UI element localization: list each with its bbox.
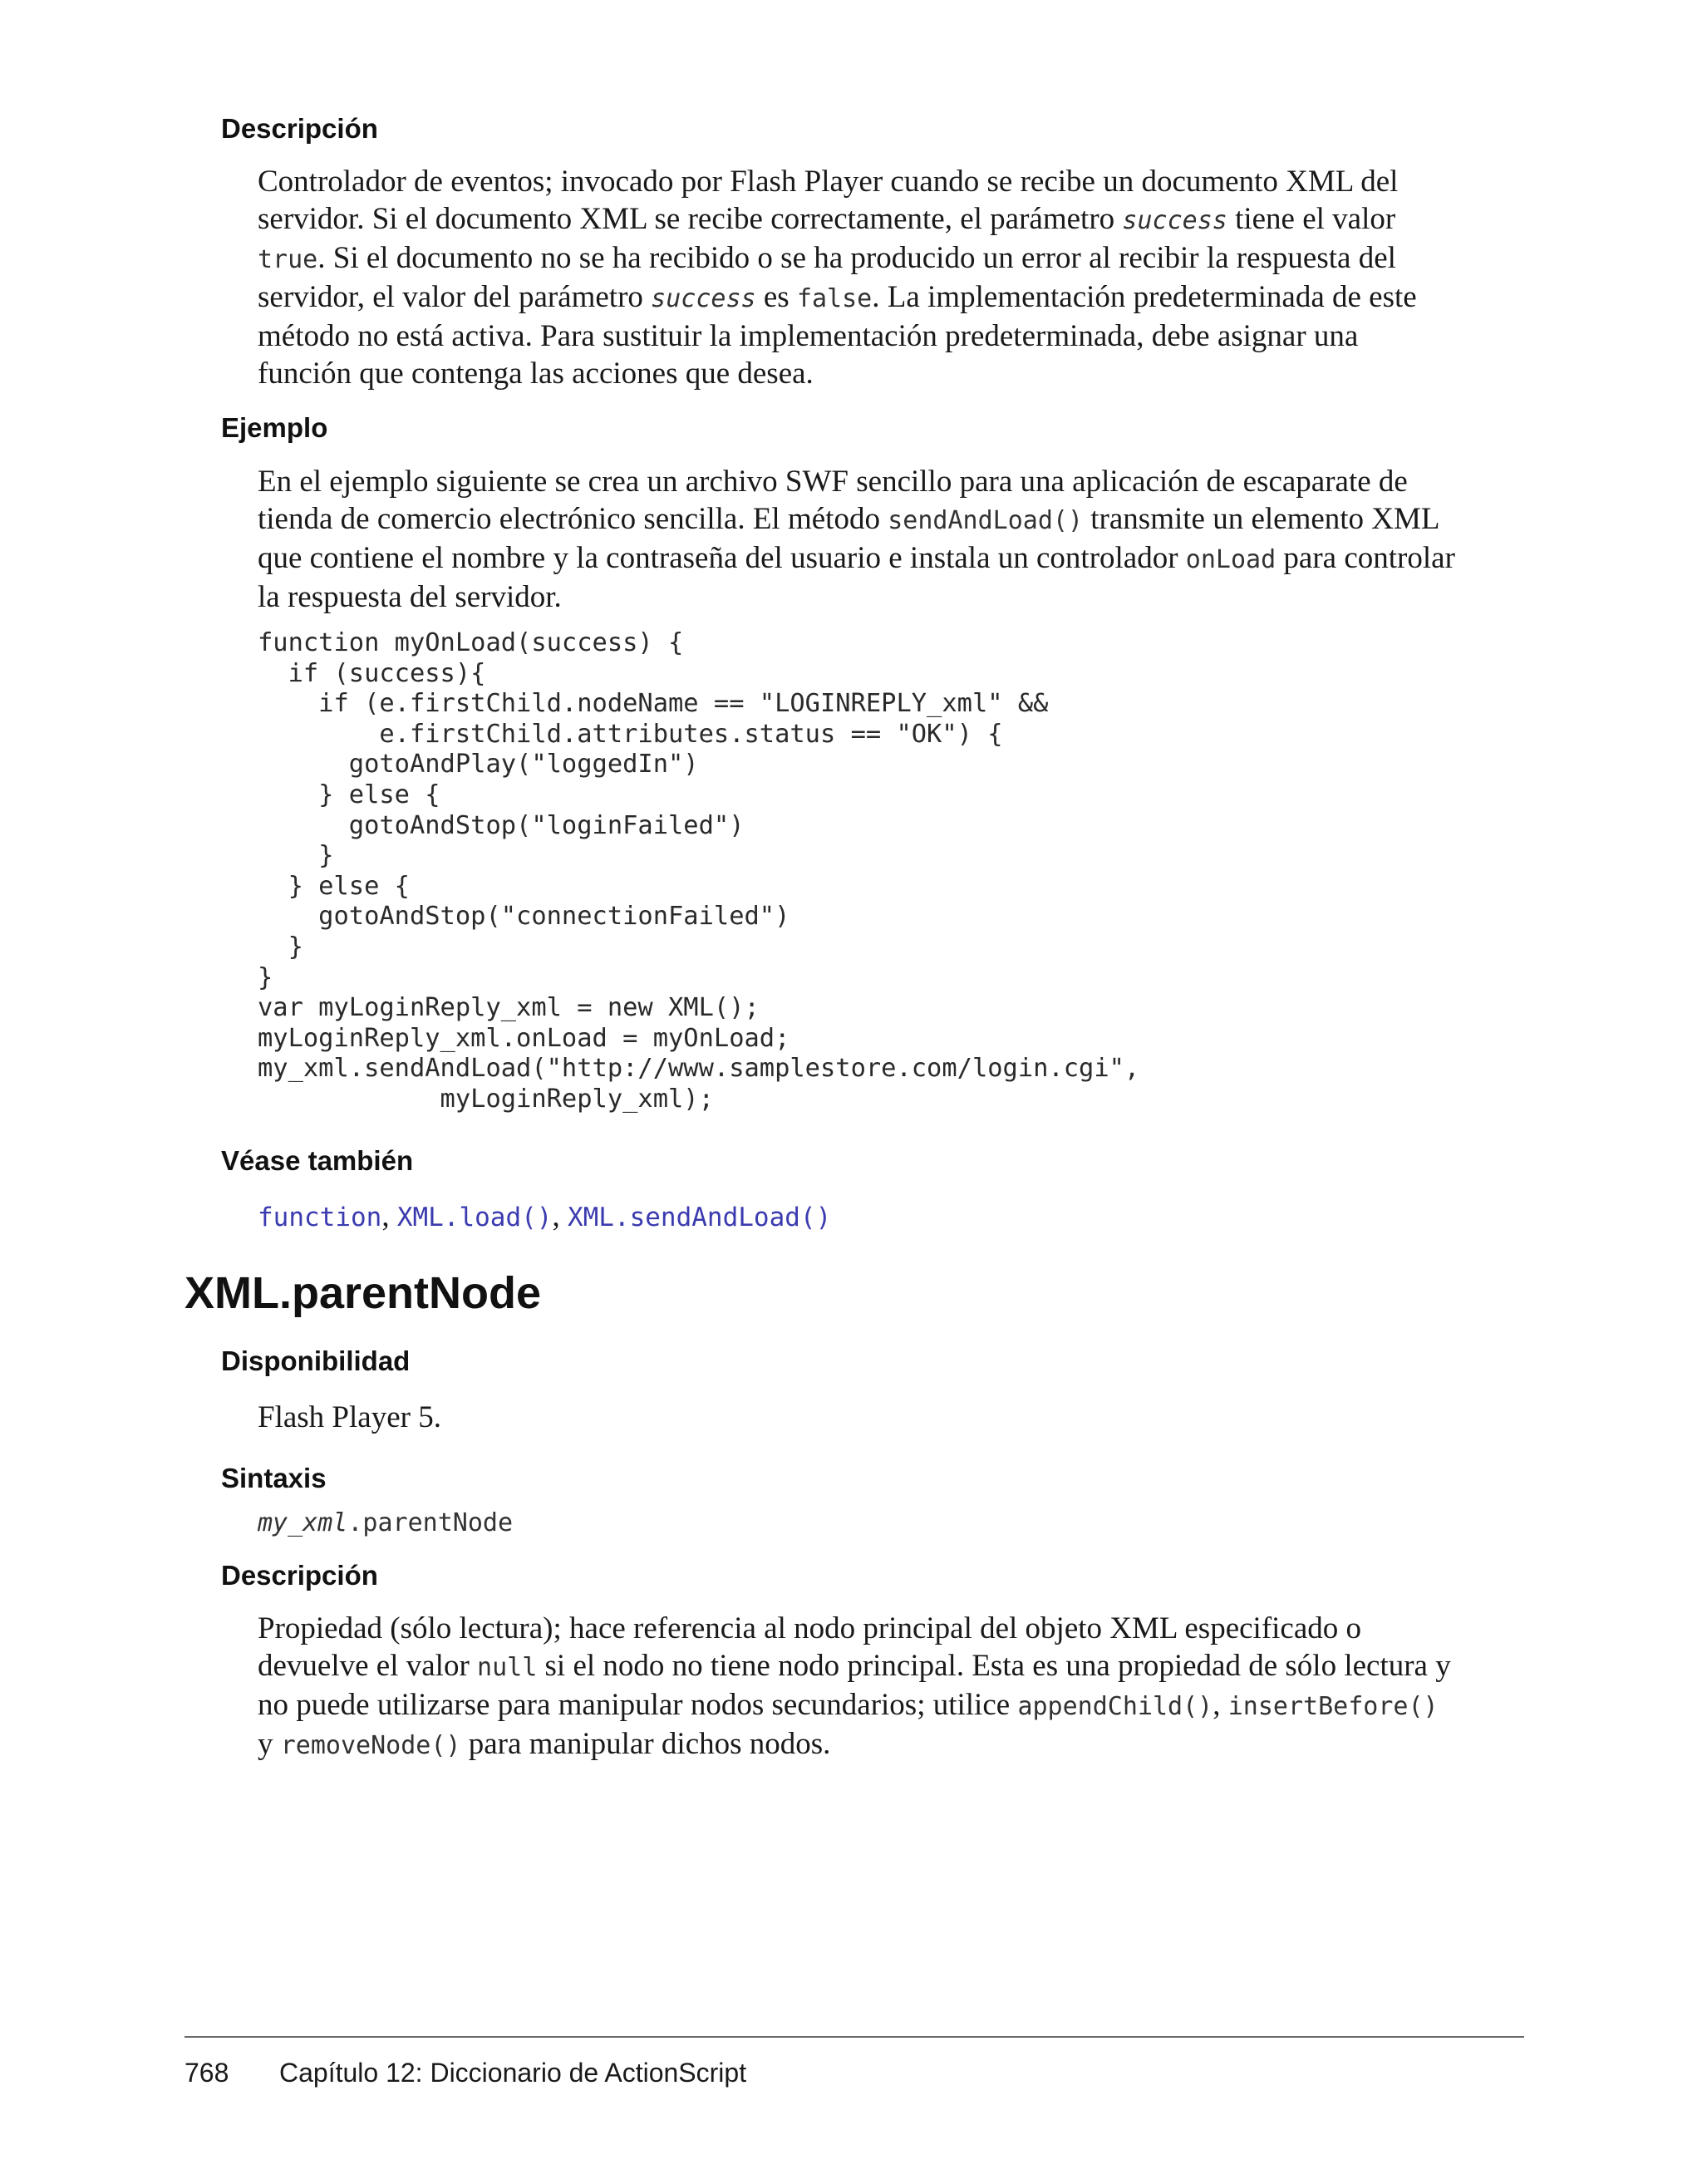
syntax-object: my_xml: [258, 1508, 348, 1537]
inline-code: appendChild(): [1017, 1692, 1213, 1721]
inline-code: removeNode(): [280, 1731, 461, 1760]
text-line: servidor, el valor del parámetro success es false. La implementación predeterminada de este: [258, 280, 1417, 314]
text-line: true. Si el documento no se ha recibido o se ha producido un error al recibir la respuesta del: [258, 241, 1396, 275]
inline-code: false: [796, 284, 873, 313]
code-line: } else {: [258, 871, 410, 901]
heading-see-also: Véase también: [221, 1145, 414, 1176]
heading-syntax: Sintaxis: [221, 1463, 327, 1493]
code-line: function myOnLoad(success) {: [258, 628, 684, 657]
footer-divider: [184, 2036, 1524, 2038]
inline-code: success: [1122, 206, 1227, 235]
code-line: }: [258, 841, 334, 871]
syntax-line: [258, 1503, 1521, 1542]
text-line: Propiedad (sólo lectura); hace referencia al nodo principal del objeto XML especificado o: [258, 1611, 1362, 1645]
code-line: e.firstChild.attributes.status == "OK") {: [258, 719, 1003, 749]
code-line: myLoginReply_xml);: [258, 1084, 714, 1114]
text-line: tienda de comercio electrónico sencilla. El método sendAndLoad() transmite un elemento XML: [258, 502, 1440, 536]
example-paragraph: [258, 463, 1521, 616]
code-line: if (success){: [258, 658, 486, 688]
code-line: my_xml.sendAndLoad("http://www.samplestore.com/login.cgi",: [258, 1054, 1140, 1084]
inline-code: true: [258, 245, 318, 274]
inline-code: success: [651, 284, 756, 313]
code-line: } else {: [258, 780, 440, 809]
text-line: devuelve el valor null si el nodo no tiene nodo principal. Esta es una propiedad de sólo lectura y: [258, 1649, 1451, 1683]
text-line: servidor. Si el documento XML se recibe correctamente, el parámetro success tiene el valor: [258, 202, 1396, 236]
link-xml-load[interactable]: XML.load(): [396, 1203, 553, 1232]
inline-code: sendAndLoad(): [888, 506, 1084, 535]
code-block: [258, 628, 1139, 1115]
availability-text: Flash Player 5.: [258, 1400, 441, 1434]
text-line: la respuesta del servidor.: [258, 580, 562, 614]
link-xml-sendandload[interactable]: XML.sendAndLoad(): [567, 1203, 832, 1232]
inline-code: onLoad: [1185, 545, 1276, 574]
chapter-title: Capítulo 12: Diccionario de ActionScript: [279, 2058, 747, 2088]
heading-description-2: Descripción: [221, 1560, 378, 1591]
code-line: gotoAndStop("connectionFailed"): [258, 902, 790, 932]
text-line: método no está activa. Para sustituir la implementación predeterminada, debe asignar una: [258, 319, 1359, 353]
text-line: y removeNode() para manipular dichos nodos.: [258, 1727, 831, 1761]
code-line: gotoAndPlay("loggedIn"): [258, 750, 699, 780]
text-line: En el ejemplo siguiente se crea un archivo SWF sencillo para una aplicación de escaparate de: [258, 465, 1408, 499]
description-paragraph: [258, 163, 1521, 392]
heading-availability: Disponibilidad: [221, 1345, 411, 1376]
section-title: XML.parentNode: [184, 1268, 542, 1318]
inline-code: insertBefore(): [1227, 1692, 1439, 1721]
link-function[interactable]: function: [258, 1203, 382, 1232]
code-line: myLoginReply_xml.onLoad = myOnLoad;: [258, 1023, 790, 1053]
see-also-links: function, XML.load(), XML.sendAndLoad(): [258, 1199, 832, 1233]
syntax-property: .parentNode: [347, 1508, 514, 1537]
code-line: gotoAndStop("loginFailed"): [258, 810, 745, 840]
page-number: 768: [184, 2058, 229, 2088]
text-line: Controlador de eventos; invocado por Flash Player cuando se recibe un documento XML del: [258, 165, 1399, 199]
code-line: }: [258, 962, 273, 992]
code-line: }: [258, 932, 303, 962]
code-line: var myLoginReply_xml = new XML();: [258, 993, 760, 1023]
text-line: no puede utilizarse para manipular nodos secundarios; utilice appendChild(), insertBefore(): [258, 1688, 1439, 1722]
heading-example: Ejemplo: [221, 412, 328, 443]
inline-code: null: [477, 1653, 538, 1682]
text-line: función que contenga las acciones que desea.: [258, 357, 814, 391]
text-line: que contiene el nombre y la contraseña del usuario e instala un controlador onLoad para controlar: [258, 541, 1455, 575]
code-line: if (e.firstChild.nodeName == "LOGINREPLY_xml" &&: [258, 689, 1049, 719]
description-paragraph-2: [258, 1610, 1521, 1764]
heading-description: Descripción: [221, 113, 378, 144]
